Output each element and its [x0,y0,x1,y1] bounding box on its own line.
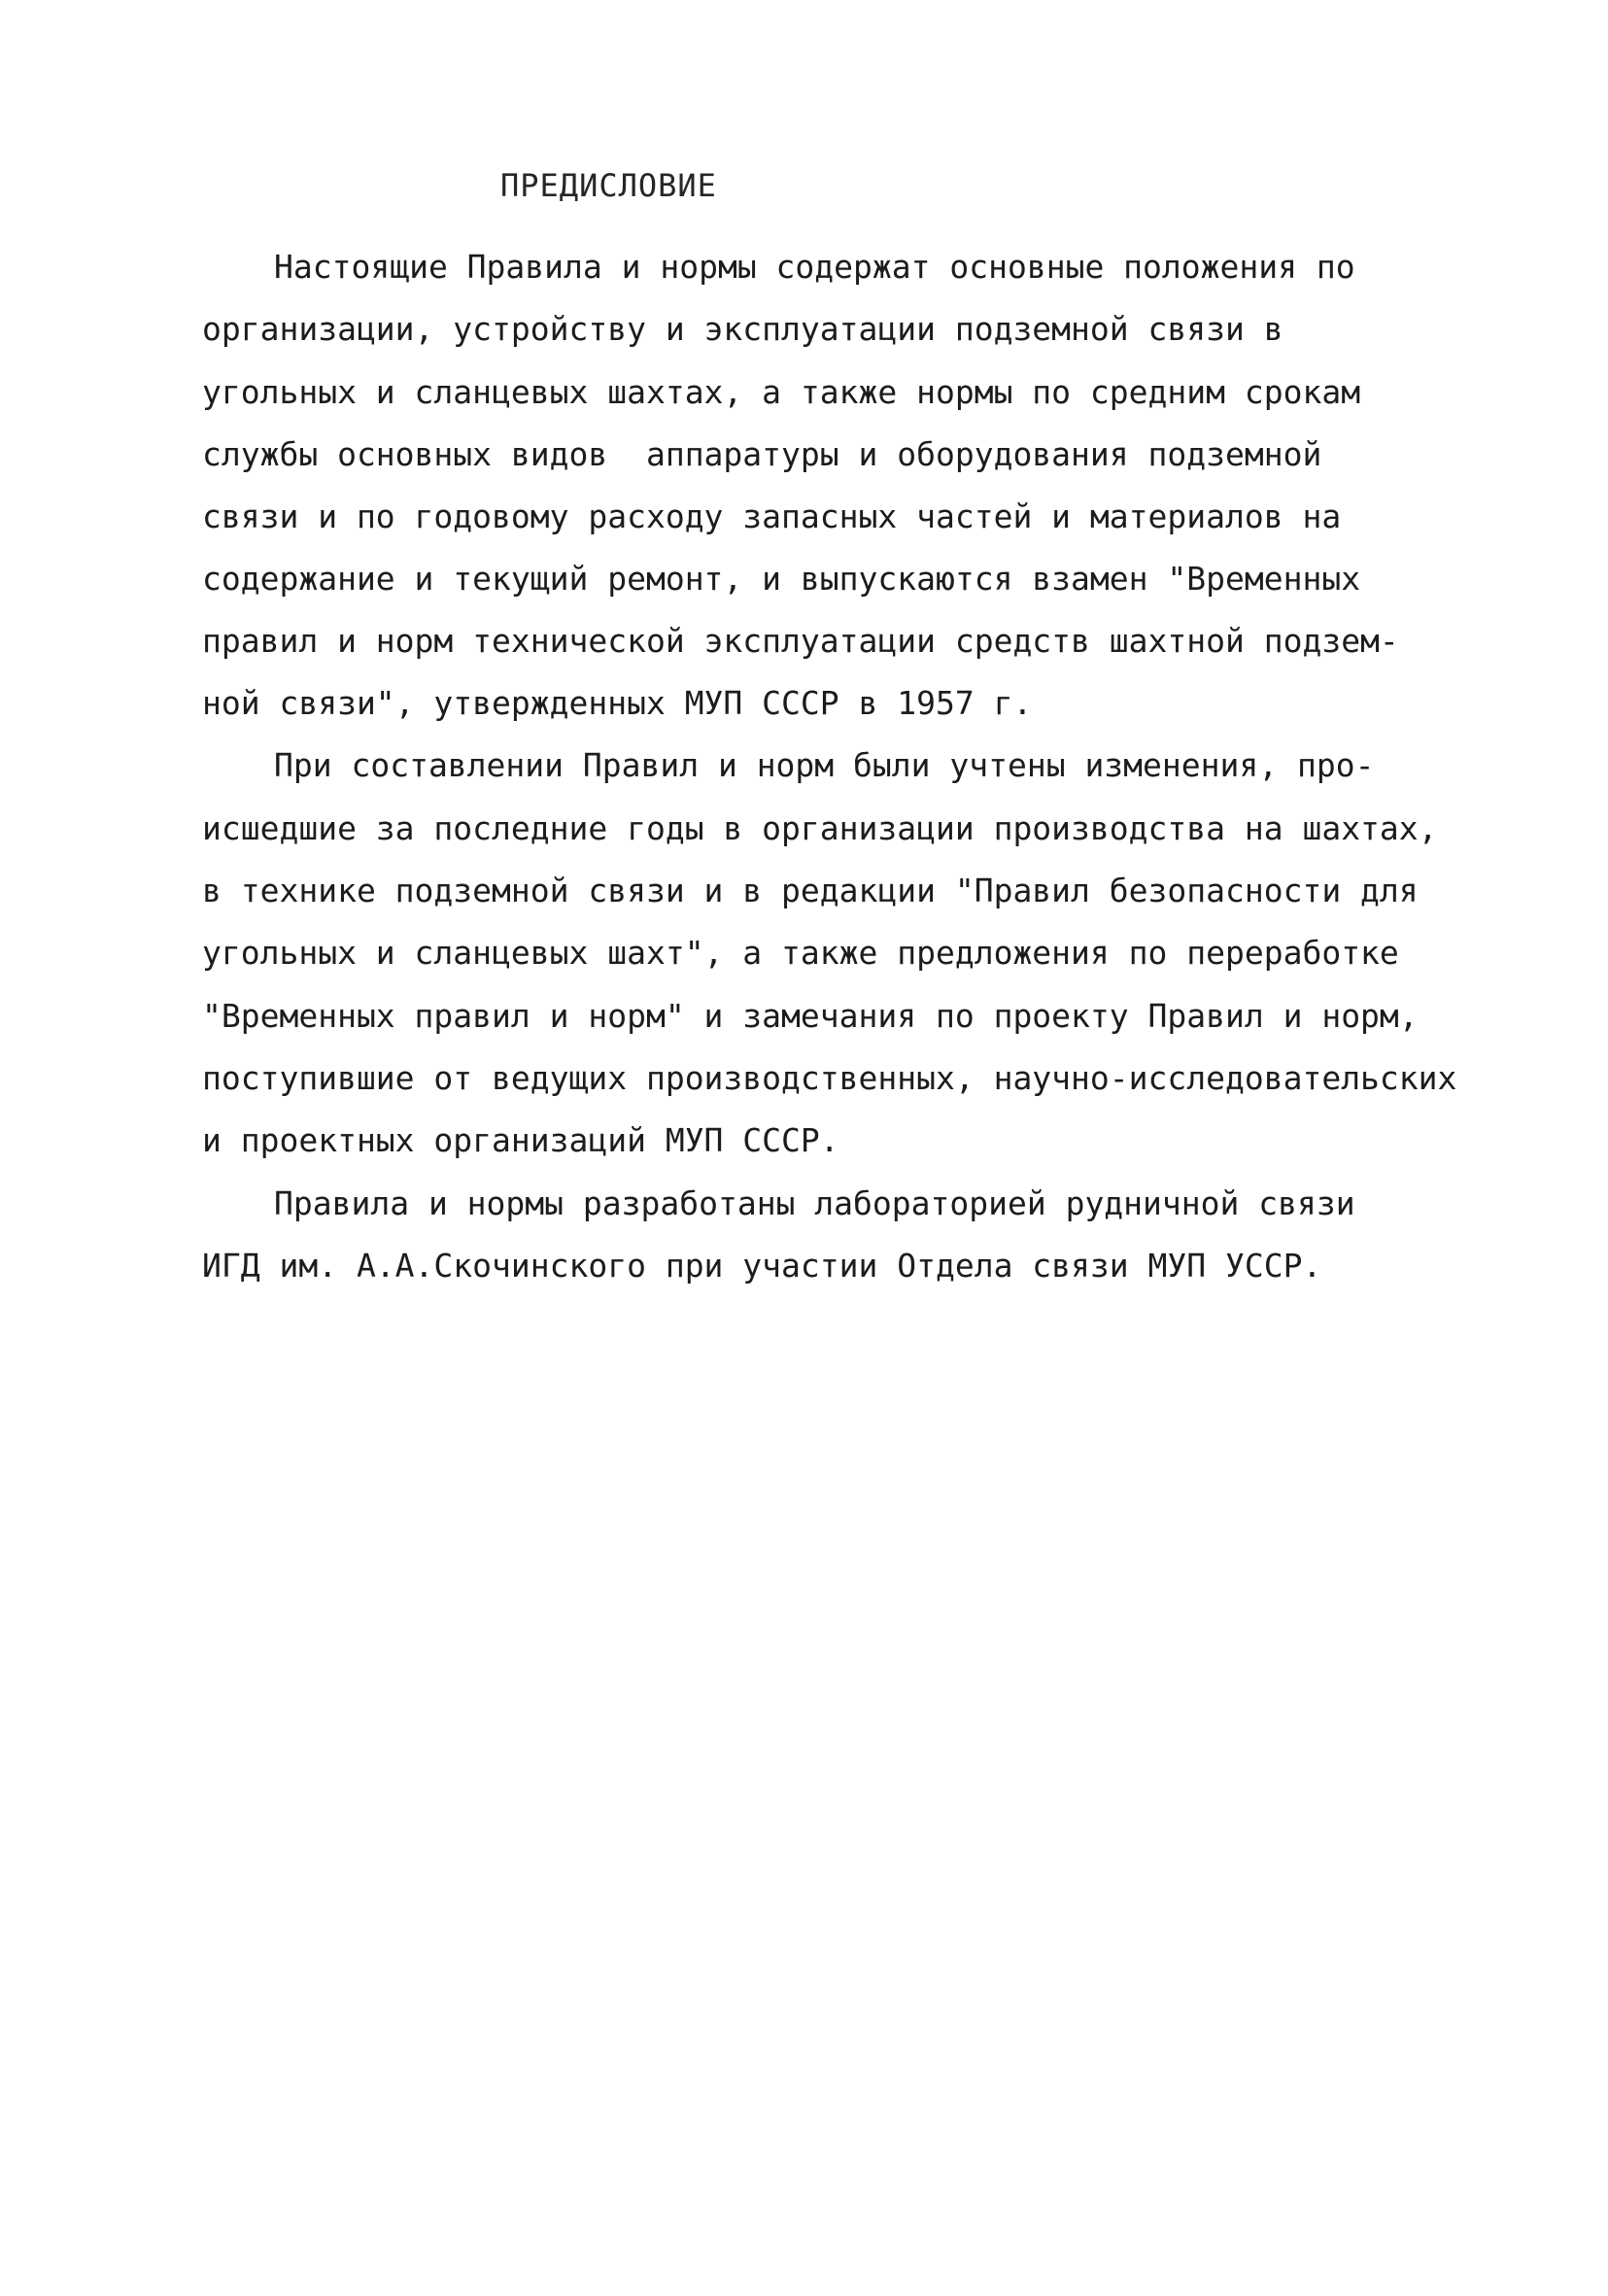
paragraph-line: организации, устройству и эксплуатации подземной связи в [202,310,1283,348]
paragraph-line: исшедшие за последние годы в организации производства на шахтах, [202,809,1438,847]
paragraph-line: связи и по годовому расходу запасных частей и материалов на [202,497,1342,535]
paragraph-line: службы основных видов аппаратуры и оборудования подземной [202,435,1322,473]
paragraph-line: угольных и сланцевых шахт", а также предложения по переработке [202,934,1399,972]
paragraph-line: угольных и сланцевых шахтах, а также нормы по средним срокам [202,373,1361,411]
paragraph-line: Правила и нормы разработаны лабораторией рудничной связи [274,1184,1355,1222]
paragraph-line: поступившие от ведущих производственных, научно-исследовательских [202,1059,1457,1097]
paragraph-line: ной связи", утвержденных МУП СССР в 1957 г. [202,684,1033,722]
paragraph-line: содержание и текущий ремонт, и выпускаются взамен "Временных [202,560,1361,598]
paragraph-line: ИГД им. А.А.Скочинского при участии Отдела связи МУП УССР. [202,1247,1322,1285]
paragraph-line: При составлении Правил и норм были учтены изменения, про- [274,746,1375,784]
page-title: ПРЕДИСЛОВИЕ [500,167,717,204]
paragraph-line: правил и норм технической эксплуатации средств шахтной подзем- [202,622,1399,660]
paragraph-line: Настоящие Правила и нормы содержат основные положения по [274,248,1355,286]
paragraph-line: и проектных организаций МУП СССР. [202,1121,839,1159]
paragraph-line: "Временных правил и норм" и замечания по проекту Правил и норм, [202,997,1419,1035]
paragraph-line: в технике подземной связи и в редакции "Правил безопасности для [202,872,1419,909]
